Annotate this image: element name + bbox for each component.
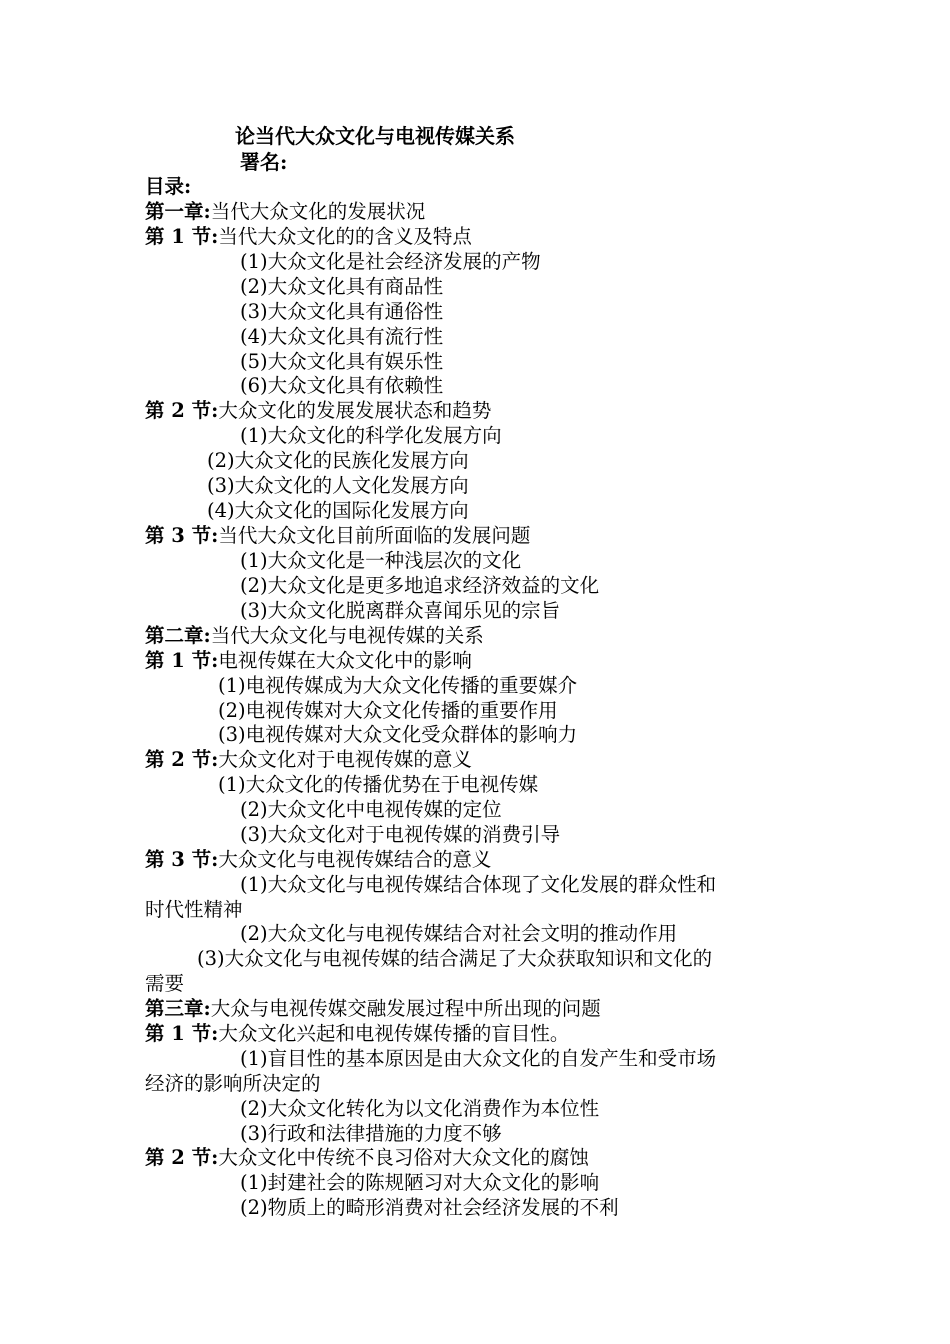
toc-label: 目录: [145,175,192,198]
toc-item: (1)大众文化是社会经济发展的产物 [240,250,541,273]
toc-item: (2)大众文化具有商品性 [240,275,444,298]
document-title: 论当代大众文化与电视传媒关系 [235,124,515,148]
toc-item: (1)封建社会的陈规陋习对大众文化的影响 [240,1171,600,1194]
section-title: 大众文化中传统不良习俗对大众文化的腐蚀 [218,1146,589,1169]
toc-item: (3)大众文化的人文化发展方向 [207,474,469,497]
toc-item: (1)电视传媒成为大众文化传播的重要媒介 [218,674,578,697]
section-title: 大众文化对于电视传媒的意义 [218,748,472,771]
chapter-heading [145,996,601,1021]
toc-item-continued: 时代性精神 [145,898,243,921]
toc-item: (3)大众文化与电视传媒的结合满足了大众获取知识和文化的 [197,947,713,970]
section-title: 电视传媒在大众文化中的影响 [218,649,472,672]
toc-item: (3)大众文化具有通俗性 [240,300,444,323]
section-label: 第 1 节: [145,1022,219,1045]
section-title: 当代大众文化的的含义及特点 [218,225,472,248]
section-heading [145,1021,569,1046]
section-heading [145,648,472,673]
toc-item: (3)行政和法律措施的力度不够 [240,1122,502,1145]
section-heading [145,398,491,423]
toc-item: (3)大众文化脱离群众喜闻乐见的宗旨 [240,599,561,622]
toc-item-continued: 经济的影响所决定的 [145,1072,321,1095]
section-label: 第 1 节: [145,225,219,248]
section-label: 第 2 节: [145,399,219,422]
chapter-label: 第一章: [145,200,211,223]
section-title: 大众文化的发展发展状态和趋势 [218,399,492,422]
section-title: 大众文化与电视传媒结合的意义 [218,848,492,871]
section-label: 第 2 节: [145,1146,219,1169]
chapter-title: 当代大众文化的发展状况 [210,200,426,223]
toc-item-continued: 需要 [145,972,185,995]
section-label: 第 1 节: [145,649,219,672]
section-label: 第 2 节: [145,748,219,771]
toc-item: (2)电视传媒对大众文化传播的重要作用 [218,699,558,722]
toc-item: (1)大众文化与电视传媒结合体现了文化发展的群众性和 [240,873,717,896]
signature-label: 署名: [240,150,288,174]
toc-item: (4)大众文化的国际化发展方向 [207,499,469,522]
chapter-heading [145,199,425,224]
toc-item: (2)物质上的畸形消费对社会经济发展的不利 [240,1196,619,1219]
toc-item: (1)大众文化的科学化发展方向 [240,424,502,447]
chapter-label: 第三章: [145,997,211,1020]
section-title: 大众文化兴起和电视传媒传播的盲目性。 [218,1022,570,1045]
toc-item: (1)盲目性的基本原因是由大众文化的自发产生和受市场 [240,1047,717,1070]
section-heading [145,1145,589,1170]
toc-item: (2)大众文化是更多地追求经济效益的文化 [240,574,600,597]
chapter-title: 大众与电视传媒交融发展过程中所出现的问题 [210,997,601,1020]
section-label: 第 3 节: [145,524,219,547]
toc-item: (4)大众文化具有流行性 [240,325,444,348]
chapter-title: 当代大众文化与电视传媒的关系 [210,624,484,647]
chapter-label: 第二章: [145,624,211,647]
toc-item: (2)大众文化与电视传媒结合对社会文明的推动作用 [240,922,678,945]
section-title: 当代大众文化目前所面临的发展问题 [218,524,531,547]
section-heading [145,847,491,872]
chapter-heading [145,623,484,648]
toc-item: (2)大众文化转化为以文化消费作为本位性 [240,1097,600,1120]
section-label: 第 3 节: [145,848,219,871]
section-heading [145,747,472,772]
toc-item: (2)大众文化的民族化发展方向 [207,449,469,472]
toc-item: (3)电视传媒对大众文化受众群体的影响力 [218,723,578,746]
toc-item: (6)大众文化具有依赖性 [240,374,444,397]
toc-item: (2)大众文化中电视传媒的定位 [240,798,502,821]
toc-item: (3)大众文化对于电视传媒的消费引导 [240,823,561,846]
section-heading [145,224,472,249]
toc-item: (5)大众文化具有娱乐性 [240,350,444,373]
toc-item: (1)大众文化的传播优势在于电视传媒 [218,773,539,796]
section-heading [145,523,530,548]
toc-item: (1)大众文化是一种浅层次的文化 [240,549,522,572]
